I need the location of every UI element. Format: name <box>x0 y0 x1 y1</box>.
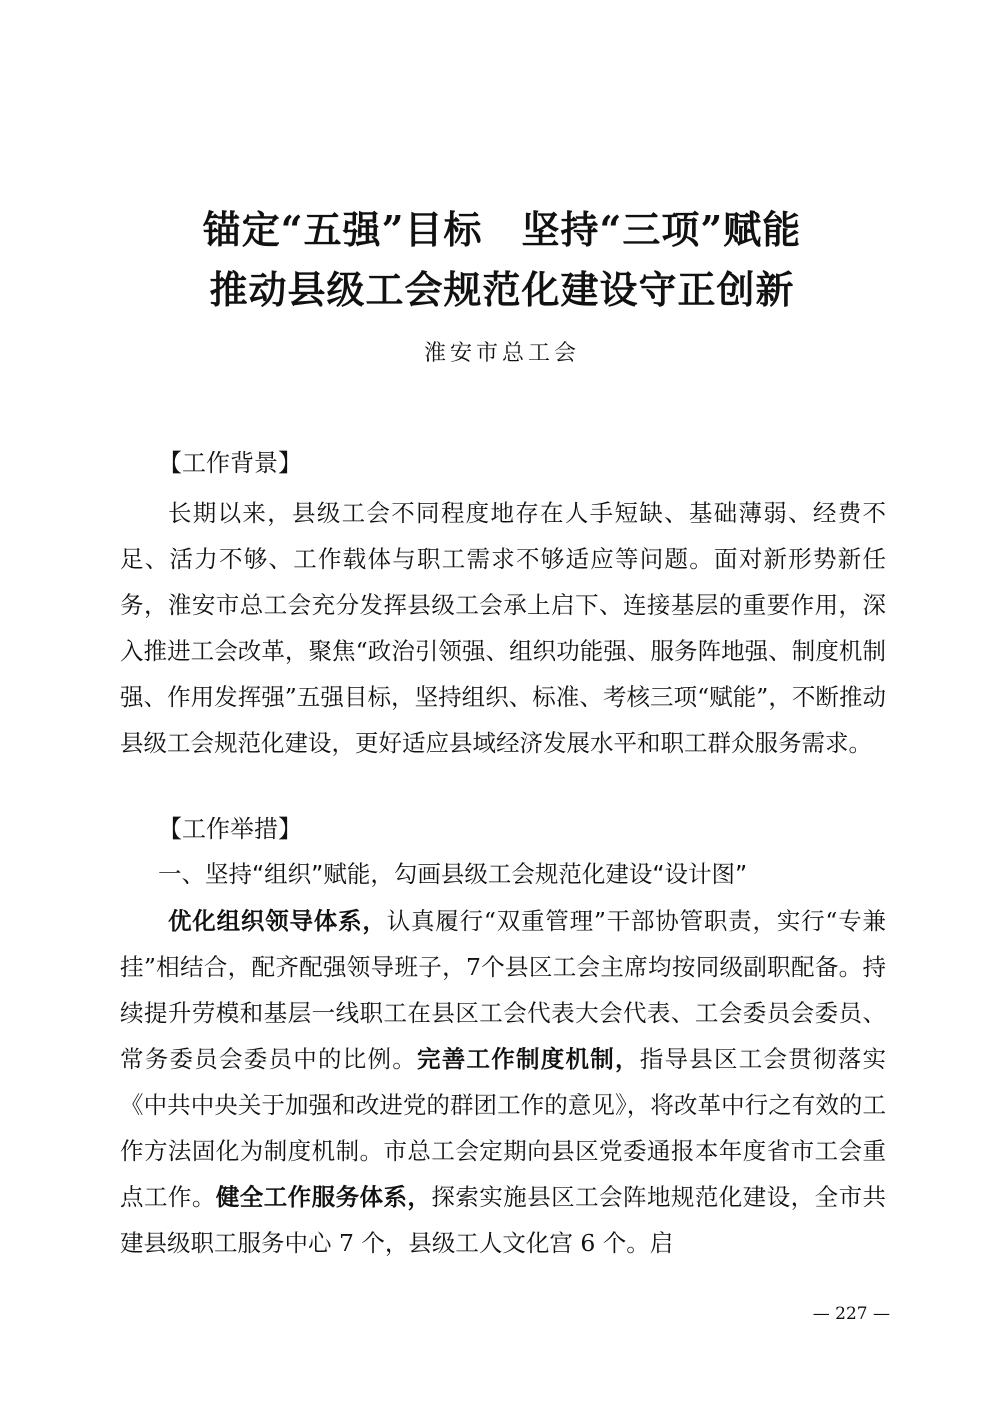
lead-phrase-organization: 优化组织领导体系， <box>168 907 387 935</box>
section-heading-measures: 【工作举措】 <box>158 815 302 843</box>
document-title-line-2: 推动县级工会规范化建设守正创新 <box>209 267 795 312</box>
background-paragraph: 长期以来，县级工会不同程度地存在人手短缺、基础薄弱、经费不足、活力不够、工作载体与职工需求不够适应等问题。面对新形势新任务，淮安市总工会充分发挥县级工会承上启下、连接基层的重要作用，深入推进工会改革，聚焦“政治引领强、组织功能强、服务阵地强、制度机制强、作用发挥强”五强目标，坚持组织、标准、考核三项“赋能”，不断推动县级工会规范化建设，更好适应县域经济发展水平和职工群众服务需求。 <box>120 499 886 757</box>
author: 淮安市总工会 <box>423 341 580 366</box>
measures-paragraph <box>120 898 886 1266</box>
body-text-service: 探索实施县区工会阵地规范化建设，全市共建县级职工服务中心 7 个，县级工人文化宫 6 个。启 <box>120 1183 887 1257</box>
section-heading-background: 【工作背景】 <box>158 449 302 477</box>
subheading-organization: 一、坚持“组织”赋能，勾画县级工会规范化建设“设计图” <box>158 860 748 888</box>
lead-phrase-service: 健全工作服务体系， <box>215 1183 432 1211</box>
lead-phrase-mechanism: 完善工作制度机制， <box>417 1045 640 1073</box>
page-number: — 227 — <box>812 1304 890 1324</box>
body-text-mechanism: 指导县区工会贯彻落实《中共中央关于加强和改进党的群团工作的意见》，将改革中行之有效的工作方法固化为制度机制。市总工会定期向县区党委通报本年度省市工会重点工作。 <box>120 1045 886 1211</box>
document-title-line-1: 锚定“五强”目标 坚持“三项”赋能 <box>202 207 802 252</box>
body-text-organization: 认真履行“双重管理”干部协管职责，实行“专兼挂”相结合，配齐配强领导班子，7个县区工会主席均按同级副职配备。持续提升劳模和基层一线职工在县区工会代表大会代表、工会委员会委员、常务委员会委员中的比例。 <box>120 907 886 1073</box>
